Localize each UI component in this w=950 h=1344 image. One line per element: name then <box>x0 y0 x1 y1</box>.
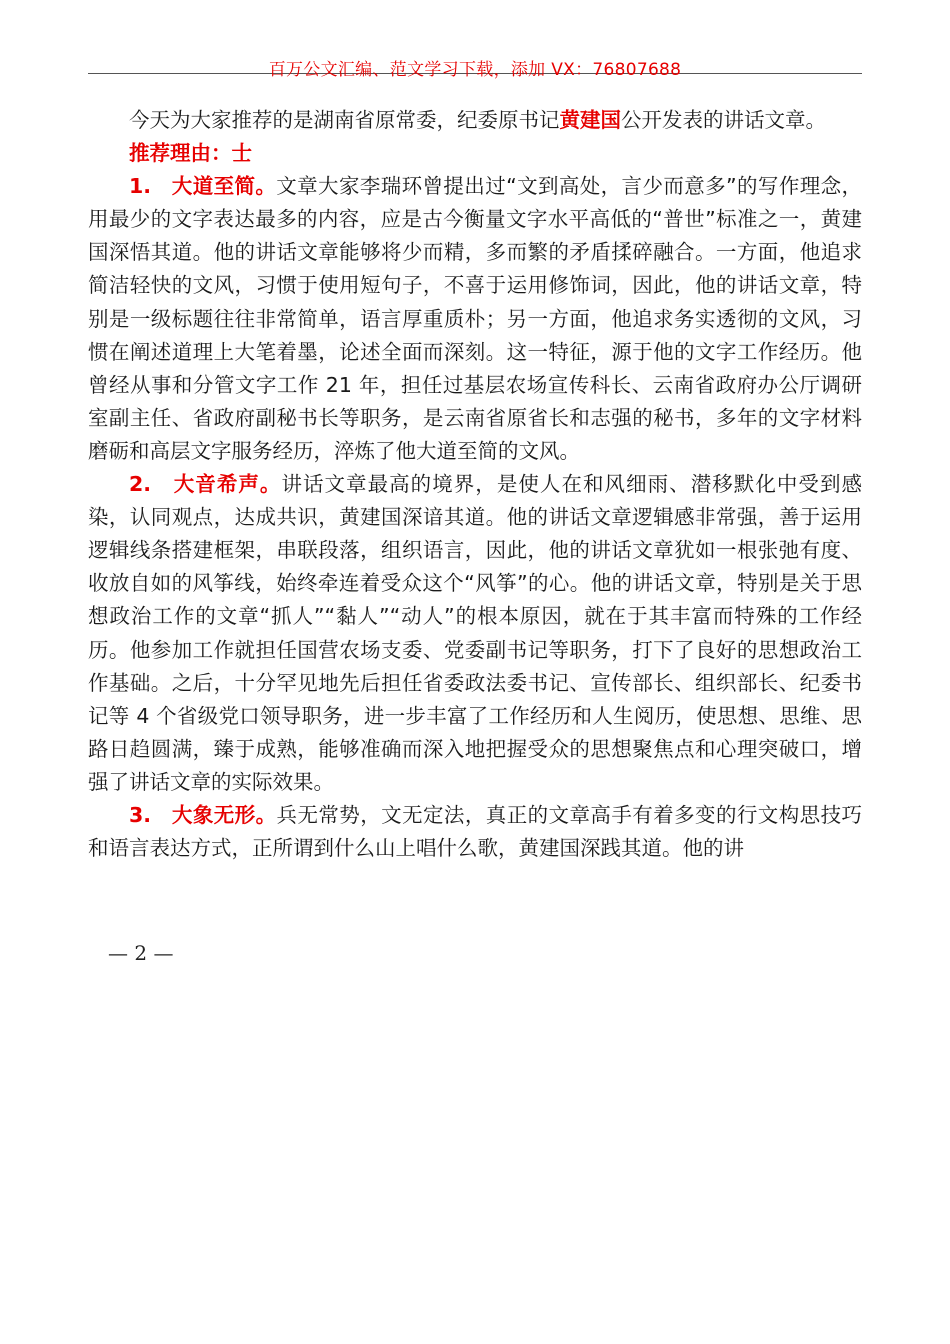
reason-title: 推荐理由：士 <box>129 141 252 166</box>
section-3-title: 大象无形。 <box>171 802 277 827</box>
page-header <box>88 58 862 78</box>
page-number: — 2 — <box>108 941 174 965</box>
section-2-title: 大音希声。 <box>173 472 282 497</box>
section-1-body: 文章大家李瑞环曾提出过“文到高处，言少而意多”的写作理念，用最少的文字表达最多的内容，应是古今衡量文字水平高低的“普世”标准之一，黄建国深悟其道。他的讲话文章能够将少而精，多而繁的矛盾揉碎融合。一方面，他追求简洁轻快的文风，习惯于使用短句子，不喜于运用修饰词，因此，他的讲话文章，特别是一级标题往往非常简单，语言厚重质朴；另一方面，他追求务实透彻的文风，习惯在阐述道理上大笔着墨，论述全面而深刻。这一特征，源于他的文字工作经历。他曾经从事和分管文字工作 21 年，担任过基层农场宣传科长、云南省政府办公厅调研室副主任、省政府副秘书长等职务，是云南省原省长和志强的秘书，多年的文字材料磨砺和高层文字服务经历，淬炼了他大道至简的文风。 <box>88 174 862 463</box>
section-1-number: 1. <box>129 174 152 199</box>
document-body <box>88 104 862 865</box>
intro-before: 今天为大家推荐的是湖南省原常委，纪委原书记 <box>129 108 560 132</box>
section-2 <box>88 468 862 799</box>
section-1-title: 大道至简。 <box>171 174 277 199</box>
intro-paragraph <box>88 104 862 137</box>
section-3-body: 兵无常势，文无定法，真正的文章高手有着多变的行文构思技巧和语言表达方式，正所谓到什么山上唱什么歌，黄建国深践其道。他的讲 <box>88 802 862 861</box>
person-name: 黄建国 <box>559 108 621 132</box>
section-3-number: 3. <box>129 802 152 827</box>
intro-after: 公开发表的讲话文章。 <box>621 108 826 132</box>
header-text: 百万公文汇编、范文学习下载，添加 VX：76807688 <box>268 60 682 80</box>
section-1 <box>88 170 862 468</box>
section-2-body: 讲话文章最高的境界，是使人在和风细雨、潜移默化中受到感染，认同观点，达成共识，黄建国深谙其道。他的讲话文章逻辑感非常强，善于运用逻辑线条搭建框架，串联段落，组织语言，因此，他的讲话文章犹如一根张弛有度、收放自如的风筝线，始终牵连着受众这个“风筝”的心。他的讲话文章，特别是关于思想政治工作的文章“抓人”“黏人”“动人”的根本原因，就在于其丰富而特殊的工作经历。他参加工作就担任国营农场支委、党委副书记等职务，打下了良好的思想政治工作基础。之后，十分罕见地先后担任省委政法委书记、宣传部长、组织部长、纪委书记等 4 个省级党口领导职务，进一步丰富了工作经历和人生阅历，使思想、思维、思路日趋圆满，臻于成熟，能够准确而深入地把握受众的思想聚焦点和心理突破口，增强了讲话文章的实际效果。 <box>88 472 862 794</box>
section-2-number: 2. <box>129 472 152 497</box>
section-3 <box>88 799 862 865</box>
